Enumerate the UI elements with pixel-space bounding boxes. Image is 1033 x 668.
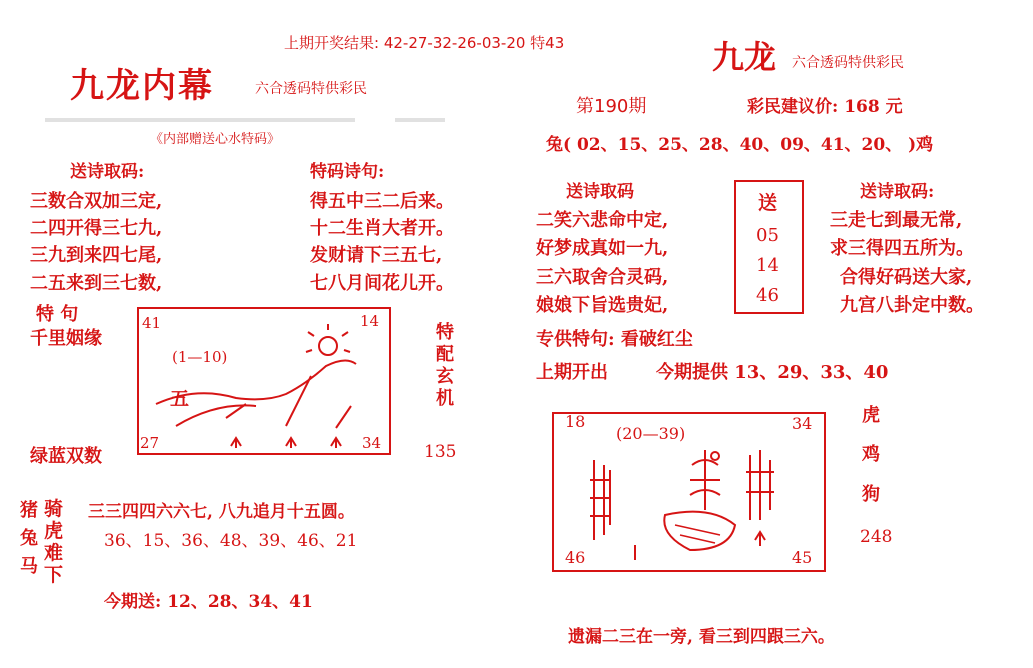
right-brand-title: 九龙 — [712, 38, 777, 76]
left-animal: 马 — [20, 556, 38, 577]
left-sketch-drawing — [136, 306, 394, 458]
ride-tiger-char: 下 — [44, 564, 64, 586]
left-special-text: 千里姻缘 — [30, 328, 102, 349]
left-number-135: 135 — [424, 442, 457, 462]
right-brand-subtitle: 六合透码特供彩民 — [792, 55, 904, 71]
left-poem1-line: 二四开得三七九, — [30, 218, 163, 239]
left-verse-line: 三三四四六六七, 八九追月十五圆。 — [88, 502, 355, 522]
ride-tiger-char: 难 — [44, 542, 64, 564]
left-poem2-title: 特码诗句: — [310, 162, 385, 182]
right-poem2-line: 三走七到最无常, — [830, 210, 963, 231]
right-sketch-tr: 34 — [792, 414, 813, 433]
left-sketch-wu: 五 — [170, 388, 190, 410]
right-number-248: 248 — [860, 527, 893, 547]
right-animal: 鸡 — [862, 444, 880, 465]
right-poem2-title: 送诗取码: — [860, 182, 935, 202]
right-sketch-tl: 18 — [565, 412, 586, 431]
right-sketch-drawing — [550, 410, 830, 576]
right-last-open-label: 上期开出 — [536, 362, 608, 383]
right-poem1-line: 三六取舍合灵码, — [536, 267, 669, 288]
right-poem1-title: 送诗取码 — [566, 182, 634, 202]
left-green-blue: 绿蓝双数 — [30, 446, 102, 467]
left-sketch-bracket: (1—10) — [172, 348, 228, 366]
left-poem1-line: 三数合双加三定, — [30, 191, 163, 212]
left-animal: 猪 — [20, 500, 38, 521]
left-poem2-line: 发财请下三五七, — [310, 245, 443, 266]
right-price: 彩民建议价: 168 元 — [747, 97, 903, 117]
right-animal: 狗 — [862, 484, 880, 505]
left-sketch-bl: 27 — [140, 434, 160, 452]
right-bottom-verse: 遗漏二三在一旁, 看三到四跟三六。 — [568, 627, 835, 647]
left-sketch-br: 34 — [362, 434, 382, 452]
right-poem2-line: 求三得四五所为。 — [830, 238, 974, 259]
left-poem1-line: 二五来到三七数, — [30, 273, 163, 294]
left-brand-subtitle: 六合透码特供彩民 — [255, 81, 367, 97]
left-poem1-line: 三九到来四七尾, — [30, 245, 163, 266]
send-box-label: 送 — [758, 192, 778, 214]
right-poem1-line: 二笑六悲命中定, — [536, 210, 669, 231]
left-brand-title: 九龙内幕 — [70, 66, 214, 106]
smudge-line — [45, 118, 355, 122]
left-sketch-tl: 41 — [142, 314, 162, 332]
right-poem2-line: 九宫八卦定中数。 — [840, 295, 984, 316]
right-provide-line: 今期提供 13、29、33、40 — [656, 362, 889, 383]
ride-tiger-char: 骑 — [44, 498, 64, 520]
right-sketch-br: 45 — [792, 548, 813, 567]
ride-tiger-char: 虎 — [44, 520, 64, 542]
left-special-label: 特 句 — [36, 304, 79, 325]
right-animal: 虎 — [862, 405, 880, 426]
left-send-line: 今期送: 12、28、34、41 — [104, 592, 313, 612]
right-poem2-line: 合得好码送大家, — [840, 267, 973, 288]
right-issue: 第190期 — [576, 96, 647, 117]
left-poem2-line: 得五中三二后来。 — [310, 191, 454, 212]
left-poem2-line: 七八月间花儿开。 — [310, 273, 454, 294]
left-numbers-line: 36、15、36、48、39、46、21 — [104, 531, 358, 551]
right-poem1-line: 娘娘下旨选贵妃, — [536, 295, 669, 316]
right-poem1-line: 好梦成真如一九, — [536, 238, 669, 259]
left-sketch-tr: 14 — [360, 312, 380, 330]
left-subtitle: 《内部赠送心水特码》 — [150, 132, 281, 147]
left-vertical-text: 特配玄机 — [433, 322, 454, 410]
left-poem2-line: 十二生肖大者开。 — [310, 218, 454, 239]
send-box-number: 14 — [756, 255, 779, 276]
right-sketch-bracket: (20—39) — [616, 424, 686, 443]
last-result-text: 上期开奖结果: 42-27-32-26-03-20 特43 — [284, 34, 565, 52]
send-box-number: 05 — [756, 225, 779, 246]
right-sketch-bl: 46 — [565, 548, 586, 567]
right-special-sentence: 专供特句: 看破红尘 — [536, 329, 693, 350]
left-poem1-title: 送诗取码: — [70, 162, 145, 182]
send-box-number: 46 — [756, 285, 779, 306]
smudge-line — [395, 118, 445, 122]
right-rabbit-line: 兔( 02、15、25、28、40、09、41、20、 )鸡 — [546, 135, 934, 155]
left-animal: 兔 — [20, 528, 38, 549]
